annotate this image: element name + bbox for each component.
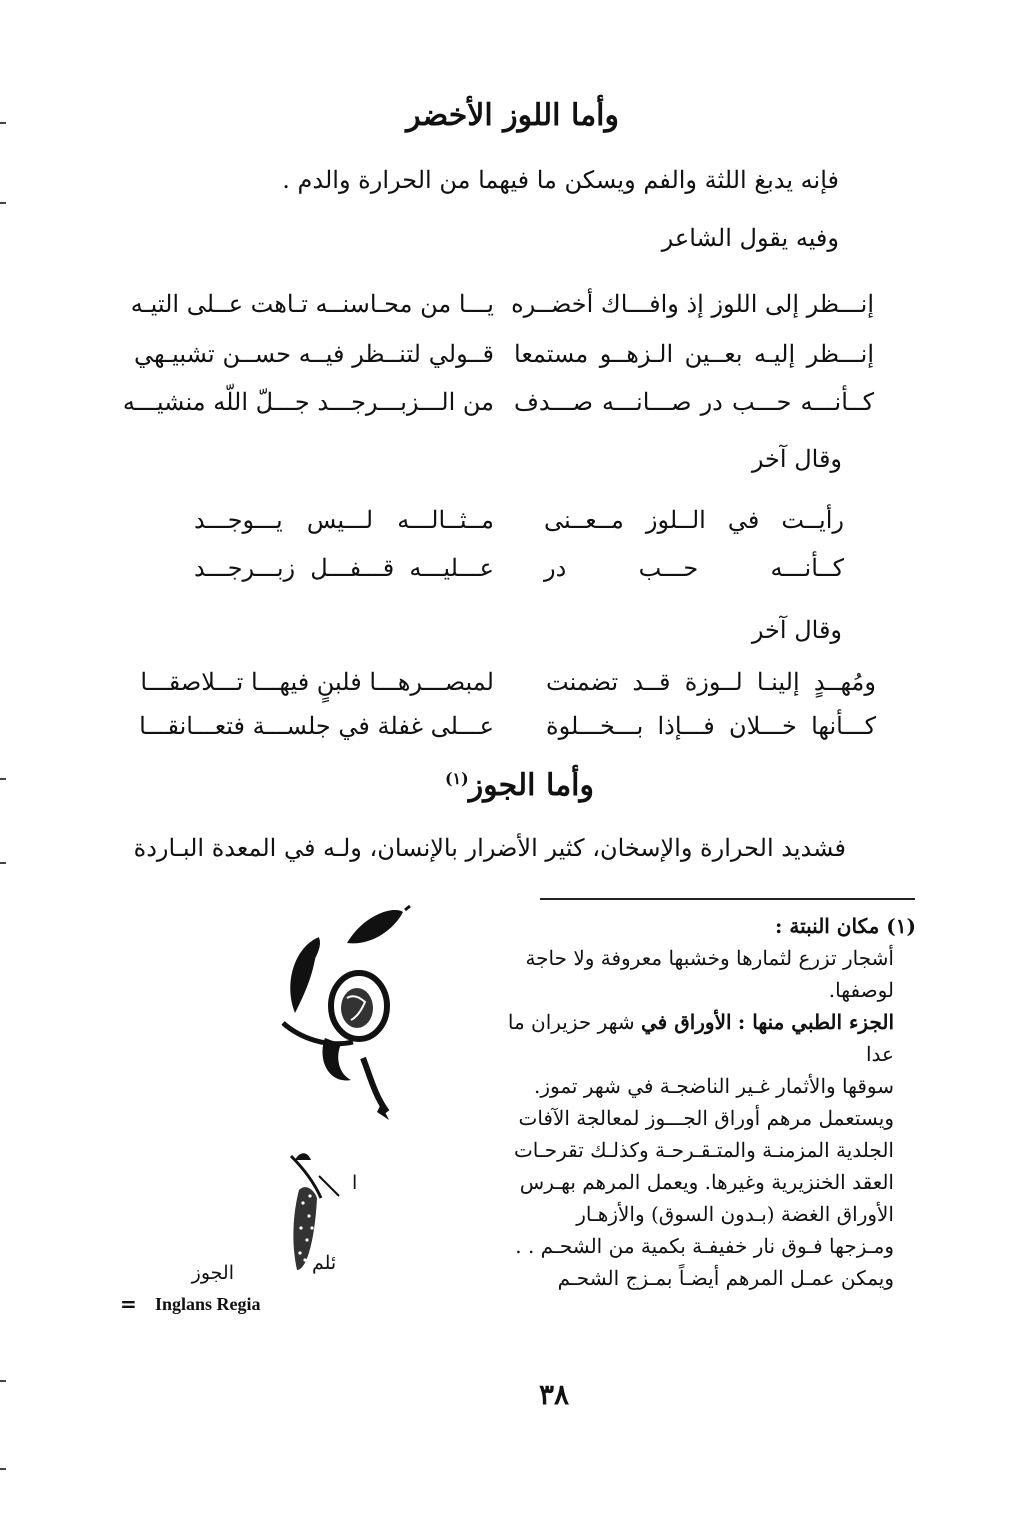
page-number: ٣٨ <box>538 1378 570 1411</box>
footnote-medical-rest: شهر حزيران ما عدا <box>507 1010 894 1066</box>
plate-letter: ا <box>352 1172 358 1194</box>
verse-second-hemistich: عـــلى غفلة في جلســـة فتعـــانقـــا <box>139 712 494 740</box>
footnote-line: لوصفها. <box>828 978 894 1002</box>
footnote-medical-label: الجزء الطبي منها : <box>737 1010 894 1034</box>
verse-line <box>0 712 1024 752</box>
plate-mark: ئلم <box>312 1252 337 1274</box>
footnote-line: سوقها والأثمار غـير الناضجـة في شهر تموز. <box>534 1074 894 1098</box>
margin-tick <box>0 202 6 204</box>
footnote-block <box>496 910 916 1294</box>
verse-second-hemistich: قــولي لتنــظر فيــه حســن تشبيـهي <box>134 340 494 368</box>
walnut-illustration <box>255 898 425 1288</box>
verse-line <box>0 668 1024 708</box>
verse-line <box>0 340 1024 380</box>
verse-first-hemistich: رأيــت في الــلوز مــعــنى <box>544 506 844 534</box>
verse-second-hemistich: لمبصـــرهـــا فلبنٍ فيهـــا تـــلاصقـــا <box>140 668 494 696</box>
section-heading-almond: وأما اللوز الأخضر <box>406 98 619 133</box>
verse-line <box>0 388 1024 428</box>
verse-first-hemistich: كـــأنها خـــلان فـــإذا بـــخـــلوة <box>546 712 876 740</box>
margin-tick <box>0 1380 6 1382</box>
verse-second-hemistich: من الـــزبـــرجـــد جـــلّ اللّه منشيـــه <box>122 388 494 416</box>
poet-intro-2: وقال آخر <box>751 445 842 473</box>
footnote-line: الجلدية المزمنـة والمتـقـرحـة وكذلـك تقرحـات <box>513 1138 894 1162</box>
margin-tick <box>0 122 6 124</box>
footnote-line: العقد الخنزيرية وغيرها. ويعمل المرهم بهـرس <box>519 1170 894 1194</box>
footnote-line: أشجار تزرع لثمارها وخشبها معروفة ولا حاجة <box>525 946 894 970</box>
verse-first-hemistich: كــأنـــه حـــب در <box>544 554 844 582</box>
verse-line <box>0 506 1024 546</box>
margin-tick <box>0 778 6 780</box>
verse-first-hemistich: إنـــظر إلى اللوز إذ وافـــاك أخضــره <box>511 290 874 318</box>
footnote-title: (١) مكان النبتة : <box>775 914 916 938</box>
poet-intro: وفيه يقول الشاعر <box>661 224 839 252</box>
walnut-paragraph: فشديد الحرارة والإسخان، كثير الأضرار بالإنسان، ولـه في المعدة البـاردة <box>133 834 846 862</box>
almond-paragraph: فإنه يدبغ اللثة والفم ويسكن ما فيهما من الحرارة والدم . <box>282 166 839 194</box>
poet-intro-3: وقال آخر <box>751 616 842 644</box>
equals-mark: = <box>120 1292 137 1316</box>
footnote-line: ومـزجها فـوق نار خفيفـة بكمية من الشحـم . . <box>515 1234 894 1258</box>
verse-first-hemistich: كــأنـــه حـــب در صـــانـــه صـــدف <box>514 388 874 416</box>
walnut-heading-text: وأما الجوز <box>468 768 594 803</box>
section-heading-walnut <box>294 768 594 803</box>
footnote-line: ويستعمل مرهم أوراق الجـــوز لمعالجة الآفات <box>518 1106 894 1130</box>
footnote-medical-bold: الأوراق في <box>641 1010 732 1034</box>
margin-tick <box>0 1468 6 1470</box>
figure-caption-arabic: الجوز <box>191 1262 234 1284</box>
verse-second-hemistich: يـــا من محـاسنــه تـاهت عــلى التيـه <box>130 290 494 318</box>
verse-second-hemistich: عـــليـــه قـــفـــل زبـــرجـــد <box>194 554 494 582</box>
footnote-line: الأوراق الغضة (بـدون السوق) والأزهـار <box>576 1202 894 1226</box>
footnote-line: ويمكن عمـل المرهم أيضـاً بمـزج الشحـم <box>557 1266 894 1290</box>
footnote-medical-line <box>496 1006 894 1070</box>
verse-first-hemistich: ومُهــدٍ إلينـا لــوزة قــد تضمنت <box>546 668 876 696</box>
verse-first-hemistich: إنـــظر إليـه بعــين الـزهــو مستمعا <box>514 340 874 368</box>
footnote-divider <box>540 898 915 900</box>
figure-caption-latin: Inglans Regia <box>155 1294 261 1314</box>
verse-line <box>0 554 1024 594</box>
margin-tick <box>0 862 6 864</box>
footnote-reference: (١) <box>444 769 469 788</box>
verse-line <box>0 290 1024 330</box>
verse-second-hemistich: مــثــالـــه لـــيس يـــوجـــد <box>194 506 494 534</box>
